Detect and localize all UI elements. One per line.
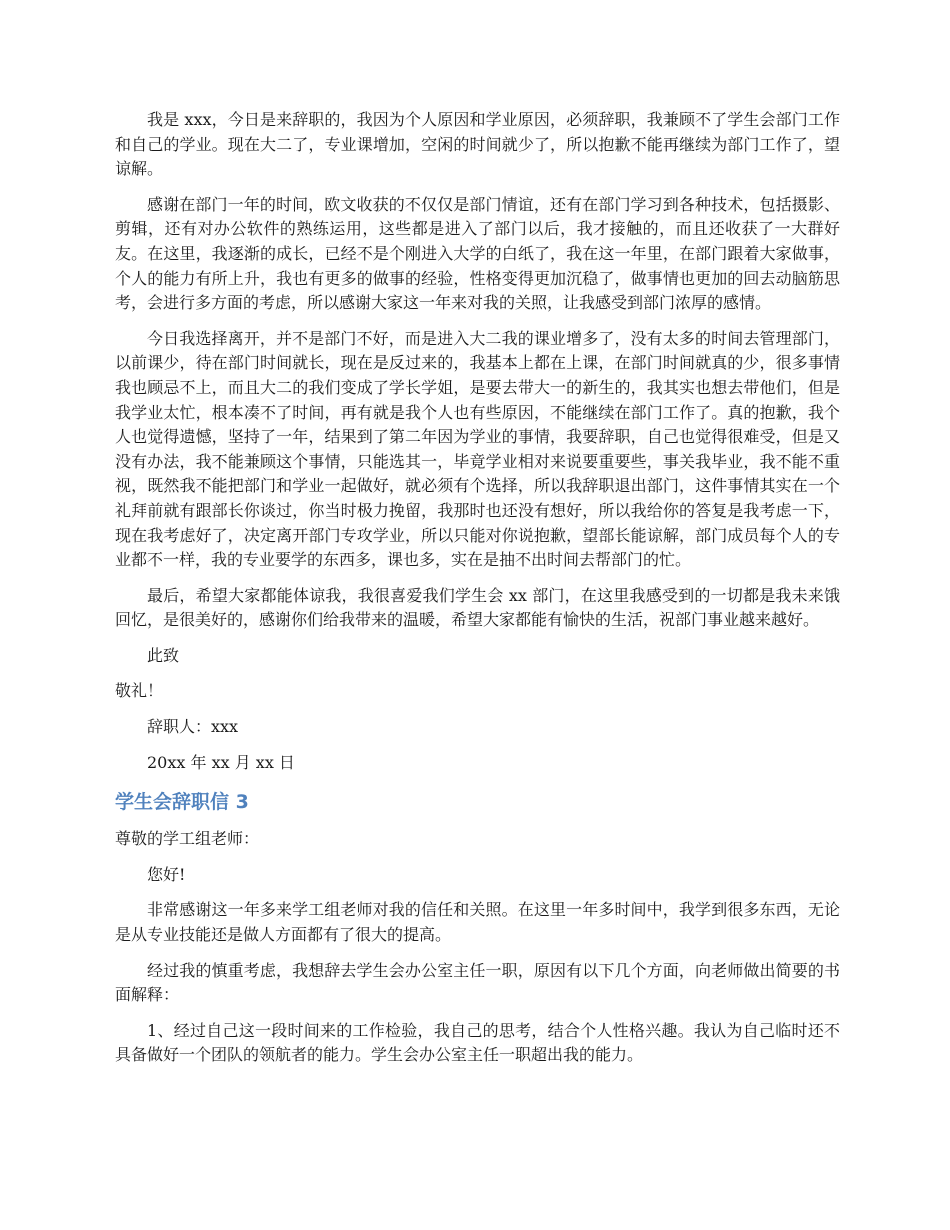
paragraph-thanks: 感谢在部门一年的时间，欧文收获的不仅仅是部门情谊，还有在部门学习到各种技术，包括摄影、剪辑，还有对办公软件的熟练运用，这些都是进入了部门以后，我才接触的，而且还收获了一大群好友。在这里，我逐渐的成长，已经不是个刚进入大学的白纸了，我在这一年里，在部门跟着大家做事，个人的能力有所上升，我也有更多的做事的经验，性格变得更加沉稳了，做事情也更加的回去动脑筋思考，会进行多方面的考虑，所以感谢大家这一年来对我的关照，让我感受到部门浓厚的感情。 [115, 194, 840, 313]
document-page [115, 108, 840, 1079]
paragraph-decision: 经过我的慎重考虑，我想辞去学生会办公室主任一职，原因有以下几个方面，向老师做出简要的书面解释： [115, 960, 840, 1005]
closing-line-1: 此致 [147, 645, 180, 665]
salutation: 尊敬的学工组老师： [115, 829, 260, 849]
signer-line: 辞职人：xxx [147, 717, 239, 737]
paragraph-explanation: 今日我选择离开，并不是部门不好，而是进入大二我的课业增多了，没有太多的时间去管理部门，以前课少，待在部门时间就长，现在是反过来的，我基本上都在上课，在部门时间就真的少，很多事情我也顾忌不上，而且大二的我们变成了学长学姐，是要去带大一的新生的，我其实也想去带他们，但是我学业太忙，根本凑不了时间，再有就是我个人也有些原因，不能继续在部门工作了。真的抱歉，我个人也觉得遗憾，坚持了一年，结果到了第二年因为学业的事情，我要辞职，自己也觉得很难受，但是又没有办法，我不能兼顾这个事情，只能选其一，毕竟学业相对来说要重要些，事关我毕业，我不能不重视，既然我不能把部门和学业一起做好，就必须有个选择，所以我辞职退出部门，这件事情其实在一个礼拜前就有跟部长你谈过，你当时极力挽留，我那时也还没有想好，所以我给你的答复是我考虑一下，现在我考虑好了，决定离开部门专攻学业，所以只能对你说抱歉，望部长能谅解，部门成员每个人的专业都不一样，我的专业要学的东西多，课也多，实在是抽不出时间去帮部门的忙。 [115, 328, 840, 570]
paragraph-final: 最后，希望大家都能体谅我，我很喜爱我们学生会 xx 部门，在这里我感受到的一切都是我未来饿回忆，是很美好的，感谢你们给我带来的温暖，希望大家都能有愉快的生活，祝部门事业越来越好。 [115, 585, 840, 630]
paragraph-reason-1: 1、经过自己这一段时间来的工作检验，我自己的思考，结合个人性格兴趣。我认为自己临时还不具备做好一个团队的领航者的能力。学生会办公室主任一职超出我的能力。 [115, 1020, 840, 1065]
paragraph-reason: 我是 xxx，今日是来辞职的，我因为个人原因和学业原因，必须辞职，我兼顾不了学生会部门工作和自己的学业。现在大二了，专业课增加，空闲的时间就少了，所以抱歉不能再继续为部门工作了，望谅解。 [115, 110, 840, 179]
paragraph-gratitude: 非常感谢这一年多来学工组老师对我的信任和关照。在这里一年多时间中，我学到很多东西，无论是从专业技能还是做人方面都有了很大的提高。 [115, 900, 840, 945]
greeting: 您好! [147, 864, 186, 884]
section-heading: 学生会辞职信 3 [115, 791, 249, 814]
closing-line-2: 敬礼！ [115, 681, 164, 701]
date-line: 20xx 年 xx 月 xx 日 [147, 752, 295, 772]
